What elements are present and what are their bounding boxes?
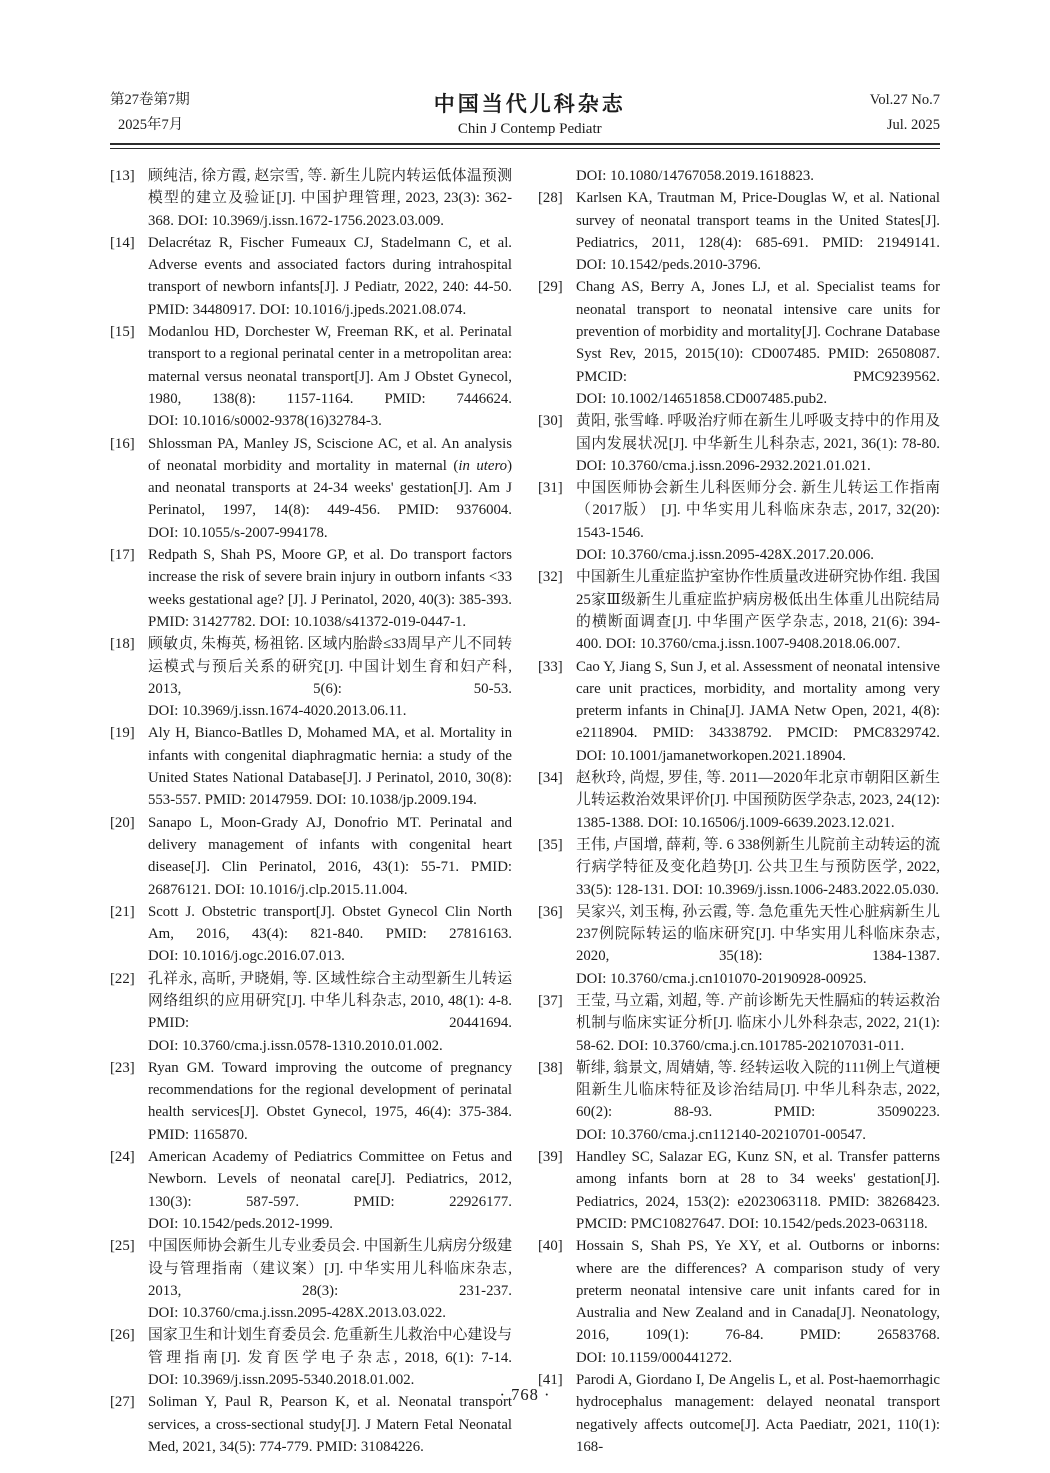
reference-text: Shlossman PA, Manley JS, Sciscione AC, et al. An analysis of neonatal morbidity and mortality in maternal (in utero) and neonatal transports at 24-34 weeks' gestation[J]. Am J Perinatol, 1997, 14(8): 449-456. PMID: 9376004. DOI: 10.1055/s-2007-994178. [148,435,512,541]
reference-text: Cao Y, Jiang S, Sun J, et al. Assessment of neonatal intensive care unit practices, morbidity, and mortality among very preterm infants in China[J]. JAMA Netw Open, 2021, 4(8): e2118904. PMID: 34338792. PMCID: PMC8329742. DOI: 10.1001/jamanetworkopen.2021.18904. [576,658,940,764]
reference-text: Chang AS, Berry A, Jones LJ, et al. Specialist teams for neonatal transport to neonatal intensive care units for prevention of morbidity and mortality[J]. Cochrane Database Syst Rev, 2015, 2015(10): CD007485. PMID: 26508087. PMCID: PMC9239562. DOI: 10.1002/14651858.CD007485.pub2. [576,279,940,407]
reference-text: Modanlou HD, Dorchester W, Freeman RK, et al. Perinatal transport to a regional perinatal center in a metropolitan area: maternal versus neonatal transport[J]. Am J Obstet Gynecol, 1980, 138(8): 1157-1164. PMID: 7446624. DOI: 10.1016/s0002-9378(16)32784-3. [148,324,512,430]
reference-item [538,410,940,477]
page-number: · 768 · [499,1385,551,1404]
reference-item [110,901,512,968]
reference-text: 靳绯, 翁景文, 周婧婧, 等. 经转运收入院的111例上气道梗阻新生儿临床特征及诊治结局[J]. 中华儿科杂志, 2022, 60(2): 88-93. PMID: 35090223. DOI: 10.3760/cma.j.cn112140-20210701-00547. [576,1059,940,1143]
reference-text: Scott J. Obstetric transport[J]. Obstet Gynecol Clin North Am, 2016, 43(4): 821-840. PMID: 27816163. DOI: 10.1016/j.ogc.2016.07.013. [148,903,512,965]
page-footer [0,1385,1050,1405]
reference-number: [15] [110,324,135,341]
references-column-left [110,165,512,1458]
reference-text: 吴家兴, 刘玉梅, 孙云霞, 等. 急危重先天性心脏病新生儿237例院际转运的临床研究[J]. 中华实用儿科临床杂志, 2020, 35(18): 1384-1387. DOI: 10.3760/cma.j.cn101070-20190928-00925. [576,903,940,987]
reference-item [110,321,512,432]
reference-number: [35] [538,836,563,853]
header-center [190,88,870,138]
reference-number: [21] [110,903,135,920]
reference-text: Parodi A, Giordano I, De Angelis L, et al. Post-haemorrhagic hydrocephalus management: delayed neonatal transport negatively affects outcome[J]. Acta Paediatr, 2021, 110(1): 168- [576,1372,940,1455]
reference-number: [18] [110,636,135,653]
reference-text: DOI: 10.1080/14767058.2019.1618823. [576,168,814,184]
reference-number: [13] [110,168,135,184]
reference-number: [33] [538,658,563,675]
reference-number: [29] [538,279,563,296]
references-section [110,165,940,1458]
reference-item [538,834,940,901]
reference-item [538,276,940,410]
reference-text: 孔祥永, 高昕, 尹晓娟, 等. 区域性综合主动型新生儿转运网络组织的应用研究[J]. 中华儿科杂志, 2010, 48(1): 4-8. PMID: 20441694. DOI: 10.3760/cma.j.issn.0578-1310.2010.01.002. [148,970,512,1054]
reference-text: Ryan GM. Toward improving the outcome of pregnancy recommendations for the regional development of perinatal health services[J]. Obstet Gynecol, 1975, 46(4): 375-384. PMID: 1165870. [148,1059,512,1143]
reference-item [538,566,940,655]
volume-issue-en: Vol.27 No.7 [869,92,940,108]
reference-number: [36] [538,903,563,920]
reference-number: [14] [110,234,135,251]
reference-text: Soliman Y, Paul R, Pearson K, et al. Neonatal transport services, a cross-sectional study[J]. J Matern Fetal Neonatal Med, 2021, 34(5): 774-779. PMID: 31084226. [148,1394,512,1455]
reference-number: [23] [110,1059,135,1076]
reference-text: Delacrétaz R, Fischer Fumeaux CJ, Stadelmann C, et al. Adverse events and associated factors during intrahospital transport of newborn infants[J]. J Pediatr, 2022, 240: 44-50. PMID: 34480917. DOI: 10.1016/j.jpeds.2021.08.074. [148,234,512,318]
header-left [110,88,190,138]
reference-number: [30] [538,413,563,430]
reference-number: [25] [110,1238,135,1255]
reference-number: [38] [538,1059,563,1076]
reference-item [538,767,940,834]
reference-item [538,165,940,187]
journal-header [110,88,940,138]
reference-item [110,433,512,544]
reference-number: [32] [538,569,563,586]
reference-text: 中国医师协会新生儿专业委员会. 中国新生儿病房分级建设与管理指南（建议案）[J]. 中华实用儿科临床杂志, 2013, 28(3): 231-237. DOI: 10.3760/cma.j.issn.2095-428X.2013.03.022. [148,1238,512,1322]
reference-item [538,656,940,767]
reference-number: [22] [110,970,135,987]
journal-title-en: Chin J Contemp Pediatr [457,121,602,137]
reference-number: [26] [110,1327,135,1344]
reference-number: [31] [538,480,563,497]
reference-item [538,990,940,1057]
volume-issue-cn: 第27卷第7期 [110,92,190,108]
reference-item [538,1057,940,1146]
reference-text: 赵秋玲, 尚煜, 罗佳, 等. 2011—2020年北京市朝阳区新生儿转运救治效果评价[J]. 中国预防医学杂志, 2023, 24(12): 1385-1388. DOI: 10.16506/j.1009-6639.2023.12.021. [576,770,940,831]
reference-number: [41] [538,1372,563,1389]
reference-item [110,544,512,633]
header-divider [110,143,940,149]
reference-item [110,722,512,811]
reference-text: 中国医师协会新生儿科医师分会. 新生儿转运工作指南（2017版） [J]. 中华实用儿科临床杂志, 2017, 32(20): 1543-1546. DOI: 10.3760/cma.j.issn.2095-428X.2017.20.006. [576,480,940,564]
reference-text: Redpath S, Shah PS, Moore GP, et al. Do transport factors increase the risk of severe brain injury in outborn infants <33 weeks gestational age? [J]. J Perinatol, 2020, 40(3): 385-393. PMID: 31427782. DOI: 10.1038/s41372-019-0447-1. [148,547,512,630]
reference-number: [19] [110,725,135,742]
reference-item [110,1235,512,1324]
header-right [870,88,940,138]
reference-text: 顾纯洁, 徐方霞, 赵宗雪, 等. 新生儿院内转运低体温预测模型的建立及验证[J]. 中国护理管理, 2023, 23(3): 362-368. DOI: 10.3969/j.issn.1672-1756.2023.03.009. [148,168,512,229]
reference-text: 国家卫生和计划生育委员会. 危重新生儿救治中心建设与管理指南[J]. 发育医学电子杂志, 2018, 6(1): 7-14. DOI: 10.3969/j.issn.2095-5340.2018.01.002. [148,1327,512,1389]
reference-text: Handley SC, Salazar EG, Kunz SN, et al. Transfer patterns among infants born at 28 to 34 weeks' gestation[J]. Pediatrics, 2024, 153(2): e2023063118. PMID: 38268423. PMCID: PMC10827647. DOI: 10.1542/peds.2023-063118. [576,1149,940,1232]
reference-item [538,1146,940,1235]
reference-item [110,633,512,722]
reference-text: 中国新生儿重症监护室协作性质量改进研究协作组. 我国25家Ⅲ级新生儿重症监护病房极低出生体重儿出院结局的横断面调查[J]. 中华围产医学杂志, 2018, 21(6): 394-400. DOI: 10.3760/cma.j.issn.1007-9408.2018.06.007. [576,569,940,653]
reference-number: [24] [110,1149,135,1166]
reference-number: [28] [538,190,563,207]
reference-item [110,232,512,321]
reference-text: Aly H, Bianco-Batlles D, Mohamed MA, et al. Mortality in infants with congenital diaphragmatic hernia: a study of the United States National Database[J]. J Perinatol, 2010, 30(8): 553-557. PMID: 20147959. DOI: 10.1038/jp.2009.194. [148,725,512,809]
reference-item [538,1369,940,1458]
reference-text: Karlsen KA, Trautman M, Price-Douglas W, et al. National survey of neonatal transport teams in the United States[J]. Pediatrics, 2011, 128(4): 685-691. PMID: 21949141. DOI: 10.1542/peds.2010-3796. [576,190,940,274]
reference-number: [27] [110,1394,135,1411]
reference-item [538,187,940,276]
reference-item [110,1146,512,1235]
reference-item [110,1324,512,1391]
reference-text: Hossain S, Shah PS, Ye XY, et al. Outborns or inborns: where are the differences? A comparison study of very preterm neonatal intensive care unit infants cared for in Australia and New Zealand and in Canada[J]. Neonatology, 2016, 109(1): 76-84. PMID: 26583768. DOI: 10.1159/000441272. [576,1238,940,1366]
reference-number: [37] [538,992,563,1009]
reference-number: [16] [110,435,135,452]
reference-text: American Academy of Pediatrics Committee on Fetus and Newborn. Levels of neonatal care[J]. Pediatrics, 2012, 130(3): 587-597. PMID: 22926177. DOI: 10.1542/peds.2012-1999. [148,1149,512,1232]
reference-number: [20] [110,814,135,831]
reference-item [110,165,512,232]
reference-text: 王莹, 马立霜, 刘超, 等. 产前诊断先天性膈疝的转运救治机制与临床实证分析[J]. 临床小儿外科杂志, 2022, 21(1): 58-62. DOI: 10.3760/cma.j.cn.101785-202107031-011. [576,992,940,1054]
reference-text: 顾敏贞, 朱梅英, 杨祖铭. 区域内胎龄≤33周早产儿不同转运模式与预后关系的研究[J]. 中国计划生育和妇产科, 2013, 5(6): 50-53. DOI: 10.3969/j.issn.1674-4020.2013.06.11. [148,636,512,720]
reference-text: 王伟, 卢国增, 薛莉, 等. 6 338例新生儿院前主动转运的流行病学特征及变化趋势[J]. 公共卫生与预防医学, 2022, 33(5): 128-131. DOI: 10.3969/j.issn.1006-2483.2022.05.030. [576,836,940,898]
reference-item [110,812,512,901]
references-column-right [538,165,940,1458]
issue-date-cn: 2025年7月 [118,117,184,133]
reference-item [538,1235,940,1369]
reference-text: Sanapo L, Moon-Grady AJ, Donofrio MT. Perinatal and delivery management of infants with congenital heart disease[J]. Clin Perinatol, 2016, 43(1): 55-71. PMID: 26876121. DOI: 10.1016/j.clp.2015.11.004. [148,814,512,898]
reference-number: [17] [110,547,135,564]
reference-number: [40] [538,1238,563,1255]
reference-text: 黄阳, 张雪峰. 呼吸治疗师在新生儿呼吸支持中的作用及国内发展状况[J]. 中华新生儿科杂志, 2021, 36(1): 78-80. DOI: 10.3760/cma.j.issn.2096-2932.2021.01.021. [576,413,940,474]
reference-number: [39] [538,1149,563,1166]
reference-item [110,968,512,1057]
reference-item [538,477,940,566]
reference-item [538,901,940,990]
journal-title-cn: 中国当代儿科杂志 [433,92,626,116]
reference-item [110,1057,512,1146]
reference-number: [34] [538,770,563,787]
reference-number [538,165,576,187]
issue-date-en: Jul. 2025 [886,117,940,133]
